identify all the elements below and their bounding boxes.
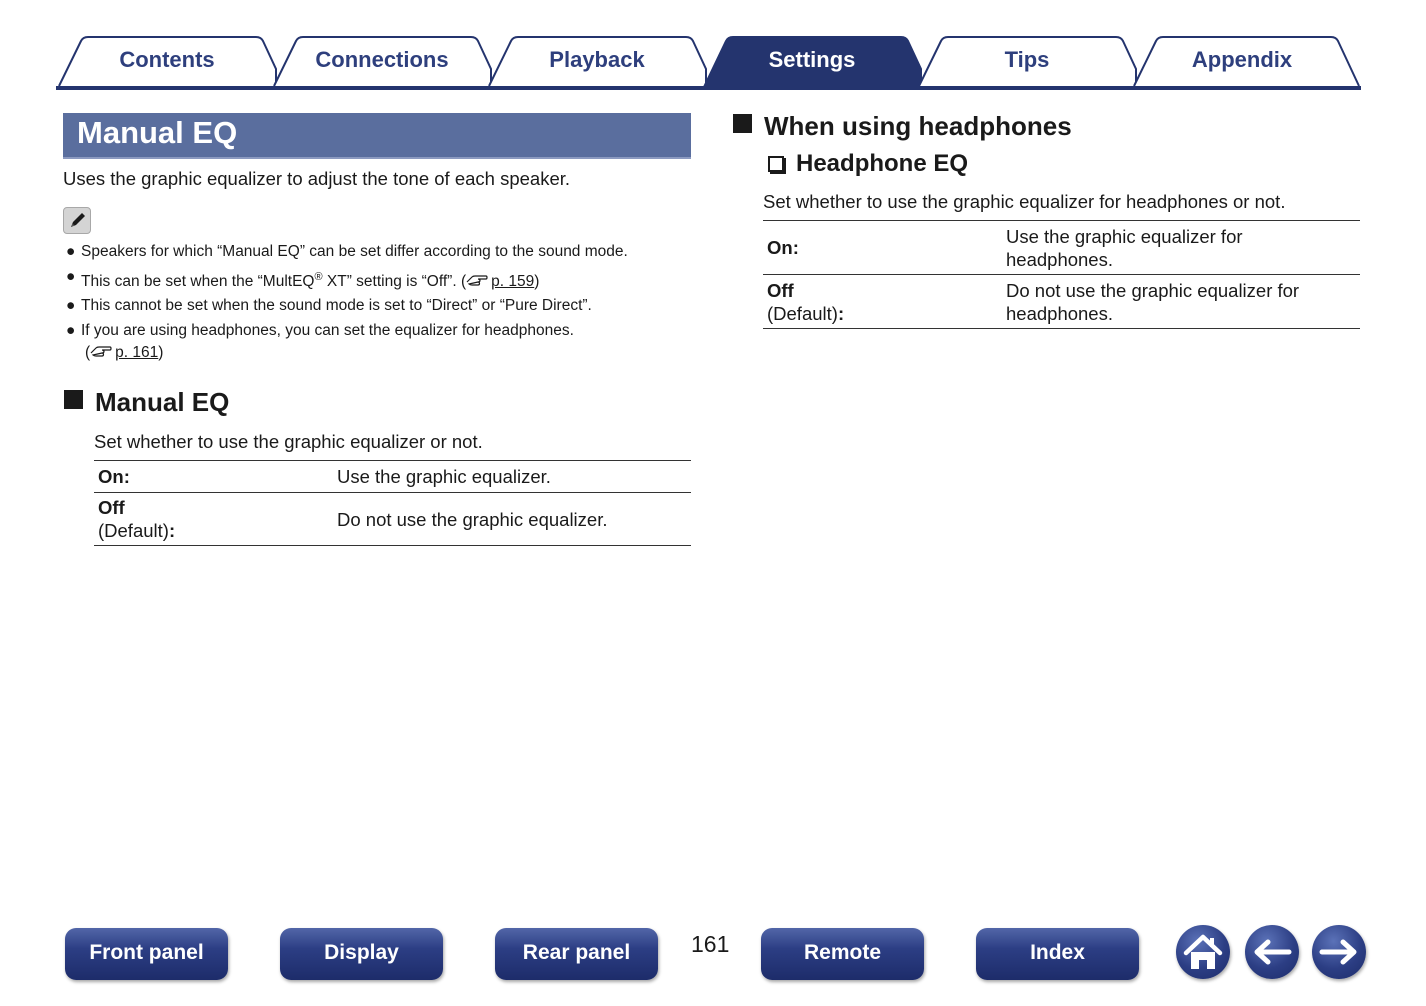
- list-item: [66, 265, 628, 295]
- list-item: [66, 294, 628, 319]
- option-value: Use the graphic equalizer for: [1006, 225, 1243, 247]
- pointing-hand-icon: [90, 344, 112, 357]
- front-panel-button[interactable]: Front panel: [65, 928, 228, 980]
- option-value-cell: [1002, 221, 1360, 275]
- reference-text: p. 161: [115, 344, 159, 362]
- index-button[interactable]: Index: [976, 928, 1139, 980]
- page-title: Manual EQ: [77, 115, 238, 150]
- bullet: ●: [66, 321, 76, 339]
- forward-arrow-icon: [1312, 925, 1366, 979]
- tab-label: Appendix: [1191, 47, 1293, 72]
- section-title: Manual EQ: [95, 387, 230, 417]
- page-reference-link[interactable]: [466, 270, 534, 295]
- default-label: (Default): [767, 302, 838, 324]
- colon: :: [168, 520, 176, 541]
- tab-appendix[interactable]: [1133, 36, 1426, 87]
- headphone-eq-options-table: [763, 220, 1360, 329]
- page-number: 161: [691, 931, 730, 957]
- subsection-description: Set whether to use the graphic equalizer for headphones or not.: [763, 191, 1286, 212]
- home-button[interactable]: [1176, 925, 1230, 979]
- tab-bar: [56, 36, 1361, 90]
- default-label: (Default): [98, 520, 169, 541]
- option-label-cell: [94, 493, 333, 546]
- manual-eq-options-table: [94, 460, 691, 546]
- page-title-bar: [63, 113, 691, 159]
- tab-label: Settings: [768, 47, 856, 72]
- bullet: ●: [66, 297, 76, 315]
- option-label: On:: [98, 466, 130, 487]
- note-text: ): [534, 272, 540, 290]
- note-text: Speakers for which “Manual EQ” can be set differ according to the sound mode.: [81, 243, 628, 260]
- display-button[interactable]: Display: [280, 928, 443, 980]
- note-text: This can be set when the “MultEQ: [81, 272, 315, 290]
- pointing-hand-icon: [466, 273, 488, 286]
- option-value: headphones.: [1006, 248, 1113, 270]
- back-button[interactable]: [1245, 925, 1299, 979]
- option-value: Use the graphic equalizer.: [337, 466, 551, 487]
- subsection-checkbox-icon: [768, 156, 784, 172]
- note-text: XT” setting is “Off”. (: [322, 272, 467, 290]
- note-text: This cannot be set when the sound mode is set to “Direct” or “Pure Direct”.: [81, 297, 592, 315]
- table-row: [763, 275, 1360, 329]
- option-label: On:: [767, 237, 799, 258]
- bullet: ●: [66, 243, 76, 260]
- option-label-cell: [763, 275, 1002, 329]
- tab-label: Playback: [549, 47, 645, 72]
- back-arrow-icon: [1245, 925, 1299, 979]
- intro-text: Uses the graphic equalizer to adjust the tone of each speaker.: [63, 168, 571, 189]
- option-value-cell: [1002, 275, 1360, 329]
- note-text: ): [158, 344, 164, 362]
- subsection-title: Headphone EQ: [796, 150, 969, 177]
- table-row: [763, 221, 1360, 275]
- pencil-icon: [63, 207, 91, 234]
- table-row: [94, 461, 691, 493]
- tab-label: Contents: [119, 47, 215, 72]
- note-text: If you are using headphones, you can set the equalizer for headphones.: [81, 321, 574, 339]
- colon: :: [837, 302, 845, 324]
- registered-mark: ®: [314, 270, 323, 283]
- option-label: Off: [767, 279, 794, 301]
- list-item: [66, 319, 628, 363]
- note-continuation: [81, 343, 628, 362]
- option-value: Do not use the graphic equalizer.: [337, 508, 608, 530]
- bullet: ●: [66, 267, 76, 285]
- section-square-icon: [64, 390, 83, 409]
- home-icon: [1176, 925, 1230, 979]
- page-reference-link[interactable]: [90, 343, 158, 362]
- section-description: Set whether to use the graphic equalizer or not.: [94, 431, 483, 452]
- reference-text: p. 159: [491, 272, 535, 290]
- section-square-icon: [733, 114, 752, 133]
- tab-label: Tips: [1004, 47, 1050, 72]
- forward-button[interactable]: [1312, 925, 1366, 979]
- option-value: headphones.: [1006, 302, 1113, 324]
- note-text: (: [85, 344, 91, 362]
- rear-panel-button[interactable]: Rear panel: [495, 928, 658, 980]
- section-title: When using headphones: [764, 111, 1072, 141]
- notes-list: [66, 240, 628, 362]
- remote-button[interactable]: Remote: [761, 928, 924, 980]
- option-label: Off: [98, 497, 125, 518]
- tab-label: Connections: [315, 47, 449, 72]
- table-row: [94, 493, 691, 546]
- option-value: Do not use the graphic equalizer for: [1006, 279, 1300, 301]
- list-item: [66, 240, 628, 265]
